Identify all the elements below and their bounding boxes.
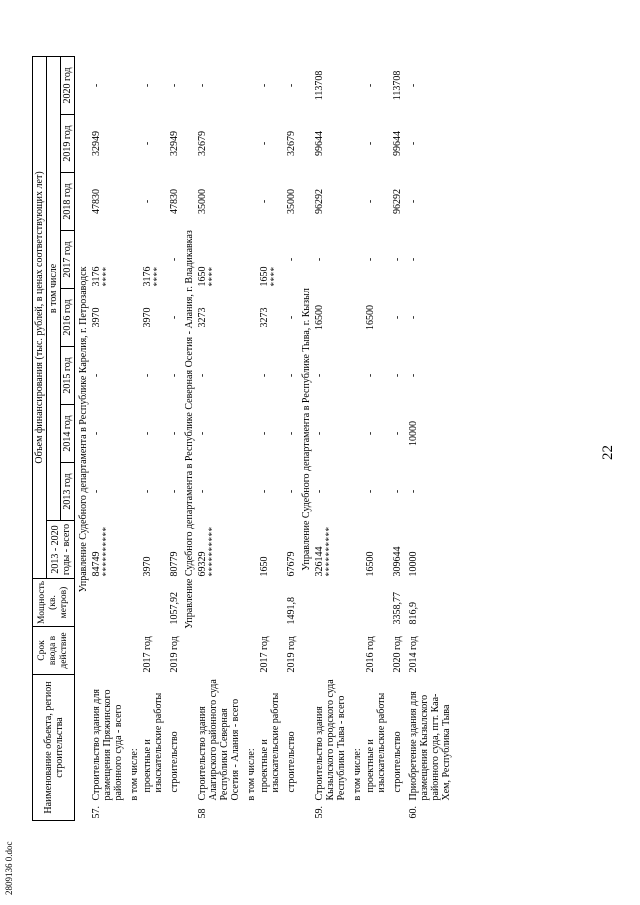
term-value: 2014 год	[408, 636, 419, 673]
region-title: Управление Судебного департамента в Республике Тыва, г. Кызыл	[301, 288, 312, 571]
header-year-2015: 2015 год	[61, 346, 75, 404]
total-value: 84749	[91, 551, 102, 577]
value-2017: 3176	[142, 266, 153, 287]
term-value: 2019 год	[169, 636, 180, 673]
value-2015: -	[169, 373, 180, 378]
value-2018: -	[259, 199, 270, 204]
value-2018: 96292	[314, 188, 325, 214]
value-2020: 113708	[314, 70, 325, 101]
row-number: 60.	[408, 806, 419, 819]
value-2019: -	[259, 141, 270, 146]
term-value: 2017 год	[259, 636, 270, 673]
header-volume: Объем финансирования (тыс. рублей, в ценах соответствующих лет)	[33, 56, 47, 578]
header-term: Срок ввода в действие	[33, 626, 75, 674]
subitem-name: проектные и изыскательские работы	[259, 692, 281, 793]
capacity-value: 816,9	[408, 601, 419, 625]
table-row	[364, 56, 388, 820]
value-2017: -	[392, 257, 403, 262]
header-total: 2013 - 2020 годы - всего	[47, 520, 75, 578]
value-2020: -	[91, 83, 102, 88]
value-2016: 3970	[142, 307, 153, 328]
value-2013: -	[91, 489, 102, 494]
object-name: Строительство здания Кызылского городского суда Республики Тыва - всего	[314, 679, 347, 801]
value-2018: -	[365, 199, 376, 204]
object-name: Строительство здания Алагирского районного суда Республики Северная Осетия - Алания - всего	[197, 679, 241, 801]
value-2017-footnote-mark: ****	[152, 266, 162, 287]
capacity-value: 3358,77	[392, 591, 403, 625]
value-2017: -	[169, 257, 180, 262]
value-2014: -	[259, 431, 270, 436]
value-2016: -	[286, 315, 297, 320]
value-2017: 1650	[197, 266, 208, 287]
row-number: 59.	[314, 806, 325, 819]
value-2020: -	[142, 83, 153, 88]
value-2014: -	[286, 431, 297, 436]
term-value: 2019 год	[286, 636, 297, 673]
value-2013: -	[259, 489, 270, 494]
term-value: 2017 год	[142, 636, 153, 673]
value-2019: -	[408, 141, 419, 146]
value-2020: -	[169, 83, 180, 88]
header-year-2019: 2019 год	[61, 114, 75, 172]
value-2013: -	[314, 489, 325, 494]
total-footnote-mark: **********	[324, 526, 334, 577]
value-2020: 113708	[392, 70, 403, 101]
value-2015: -	[392, 373, 403, 378]
object-name: Приобретение здания для размещения Кызылского районного суда, пгт. Каа-Хем, Республика Тыва	[408, 691, 452, 801]
value-2020: -	[197, 83, 208, 88]
table-row	[282, 56, 298, 820]
value-2020: -	[408, 83, 419, 88]
value-2013: -	[197, 489, 208, 494]
value-2015: -	[286, 373, 297, 378]
value-2019: 32679	[286, 130, 297, 156]
value-2018: 35000	[197, 188, 208, 214]
value-2017: -	[286, 257, 297, 262]
region-title: Управление Судебного департамента в Республике Северная Осетия - Алания, г. Владикавказ	[184, 230, 195, 629]
value-2015: -	[314, 373, 325, 378]
total-value: 309644	[392, 546, 403, 577]
header-year-2020: 2020 год	[61, 56, 75, 114]
value-2015: -	[197, 373, 208, 378]
header-incl: в том числе	[47, 56, 61, 520]
total-value: 69329	[197, 551, 208, 577]
term-value: 2020 год	[392, 636, 403, 673]
subitem-name: строительство	[169, 731, 180, 793]
header-name: Наименование объекта, регион строительства	[33, 674, 75, 820]
value-2017-footnote-mark: ****	[101, 266, 111, 287]
value-2018: 47830	[169, 188, 180, 214]
including-label: в том числе:	[246, 748, 257, 801]
value-2016: 3273	[197, 307, 208, 328]
value-2019: 32949	[91, 130, 102, 156]
table-row	[141, 56, 165, 820]
value-2017-footnote-mark: ****	[269, 266, 279, 287]
value-2019: -	[142, 141, 153, 146]
value-2014: -	[392, 431, 403, 436]
value-2019: 99644	[392, 130, 403, 156]
value-2017: 1650	[259, 266, 270, 287]
value-2013: -	[142, 489, 153, 494]
header-year-2017: 2017 год	[61, 230, 75, 288]
value-2017-footnote-mark: ****	[207, 266, 217, 287]
value-2013: -	[365, 489, 376, 494]
value-2017: -	[408, 257, 419, 262]
including-label: в том числе:	[352, 748, 363, 801]
total-value: 16500	[365, 551, 376, 577]
value-2018: -	[408, 199, 419, 204]
table-row	[258, 56, 282, 820]
value-2014: 10000	[408, 420, 419, 446]
header-year-2013: 2013 год	[61, 462, 75, 520]
total-value: 1650	[259, 556, 270, 577]
total-value: 10000	[408, 551, 419, 577]
value-2015: -	[142, 373, 153, 378]
value-2016: -	[408, 315, 419, 320]
subitem-name: проектные и изыскательские работы	[365, 692, 387, 793]
total-footnote-mark: **********	[207, 526, 217, 577]
value-2014: -	[91, 431, 102, 436]
value-2013: -	[392, 489, 403, 494]
row-number: 57.	[91, 806, 102, 819]
table-row	[313, 56, 348, 820]
value-2017: -	[365, 257, 376, 262]
value-2014: -	[314, 431, 325, 436]
table-row	[388, 56, 404, 820]
value-2016: -	[392, 315, 403, 320]
document-id: 2809136 0.doc	[4, 841, 14, 895]
subitem-name: строительство	[286, 731, 297, 793]
value-2015: -	[408, 373, 419, 378]
value-2013: -	[286, 489, 297, 494]
value-2018: 96292	[392, 188, 403, 214]
region-title: Управление Судебного департамента в Республике Карелия, г. Петрозаводск	[78, 266, 89, 593]
total-value: 326144	[314, 546, 325, 577]
value-2015: -	[91, 373, 102, 378]
object-name: Строительство здания для размещения Пряжинского районного суда - всего	[91, 689, 124, 801]
value-2014: -	[197, 431, 208, 436]
capacity-value: 1057,92	[169, 591, 180, 625]
total-footnote-mark: **********	[101, 526, 111, 577]
value-2019: 32679	[197, 130, 208, 156]
subitem-name: строительство	[392, 731, 403, 793]
total-value: 80779	[169, 551, 180, 577]
value-2019: 99644	[314, 130, 325, 156]
value-2017: 3176	[91, 266, 102, 287]
table-row	[90, 56, 125, 820]
capacity-value: 1491,8	[286, 596, 297, 625]
header-year-2014: 2014 год	[61, 404, 75, 462]
value-2020: -	[365, 83, 376, 88]
value-2016: 16500	[365, 304, 376, 330]
page-number: 22	[600, 445, 616, 460]
value-2018: -	[142, 199, 153, 204]
value-2018: 35000	[286, 188, 297, 214]
value-2016: 3970	[91, 307, 102, 328]
financing-table	[32, 56, 453, 821]
value-2015: -	[259, 373, 270, 378]
value-2019: -	[365, 141, 376, 146]
value-2013: -	[169, 489, 180, 494]
value-2016: -	[169, 315, 180, 320]
value-2019: 32949	[169, 130, 180, 156]
term-value: 2016 год	[365, 636, 376, 673]
value-2014: -	[169, 431, 180, 436]
table-row	[404, 56, 453, 820]
value-2020: -	[259, 83, 270, 88]
including-label: в том числе:	[129, 748, 140, 801]
total-value: 3970	[142, 556, 153, 577]
value-2015: -	[365, 373, 376, 378]
value-2020: -	[286, 83, 297, 88]
subitem-name: проектные и изыскательские работы	[142, 692, 164, 793]
value-2014: -	[365, 431, 376, 436]
header-capacity: Мощность (кв. метров)	[33, 578, 75, 626]
table-row	[165, 56, 181, 820]
table-row	[196, 56, 242, 820]
value-2014: -	[142, 431, 153, 436]
value-2016: 3273	[259, 307, 270, 328]
value-2017: -	[314, 257, 325, 262]
header-year-2016: 2016 год	[61, 288, 75, 346]
value-2013: -	[408, 489, 419, 494]
row-number: 58	[197, 808, 208, 819]
value-2018: 47830	[91, 188, 102, 214]
value-2016: 16500	[314, 304, 325, 330]
total-value: 67679	[286, 551, 297, 577]
header-year-2018: 2018 год	[61, 172, 75, 230]
